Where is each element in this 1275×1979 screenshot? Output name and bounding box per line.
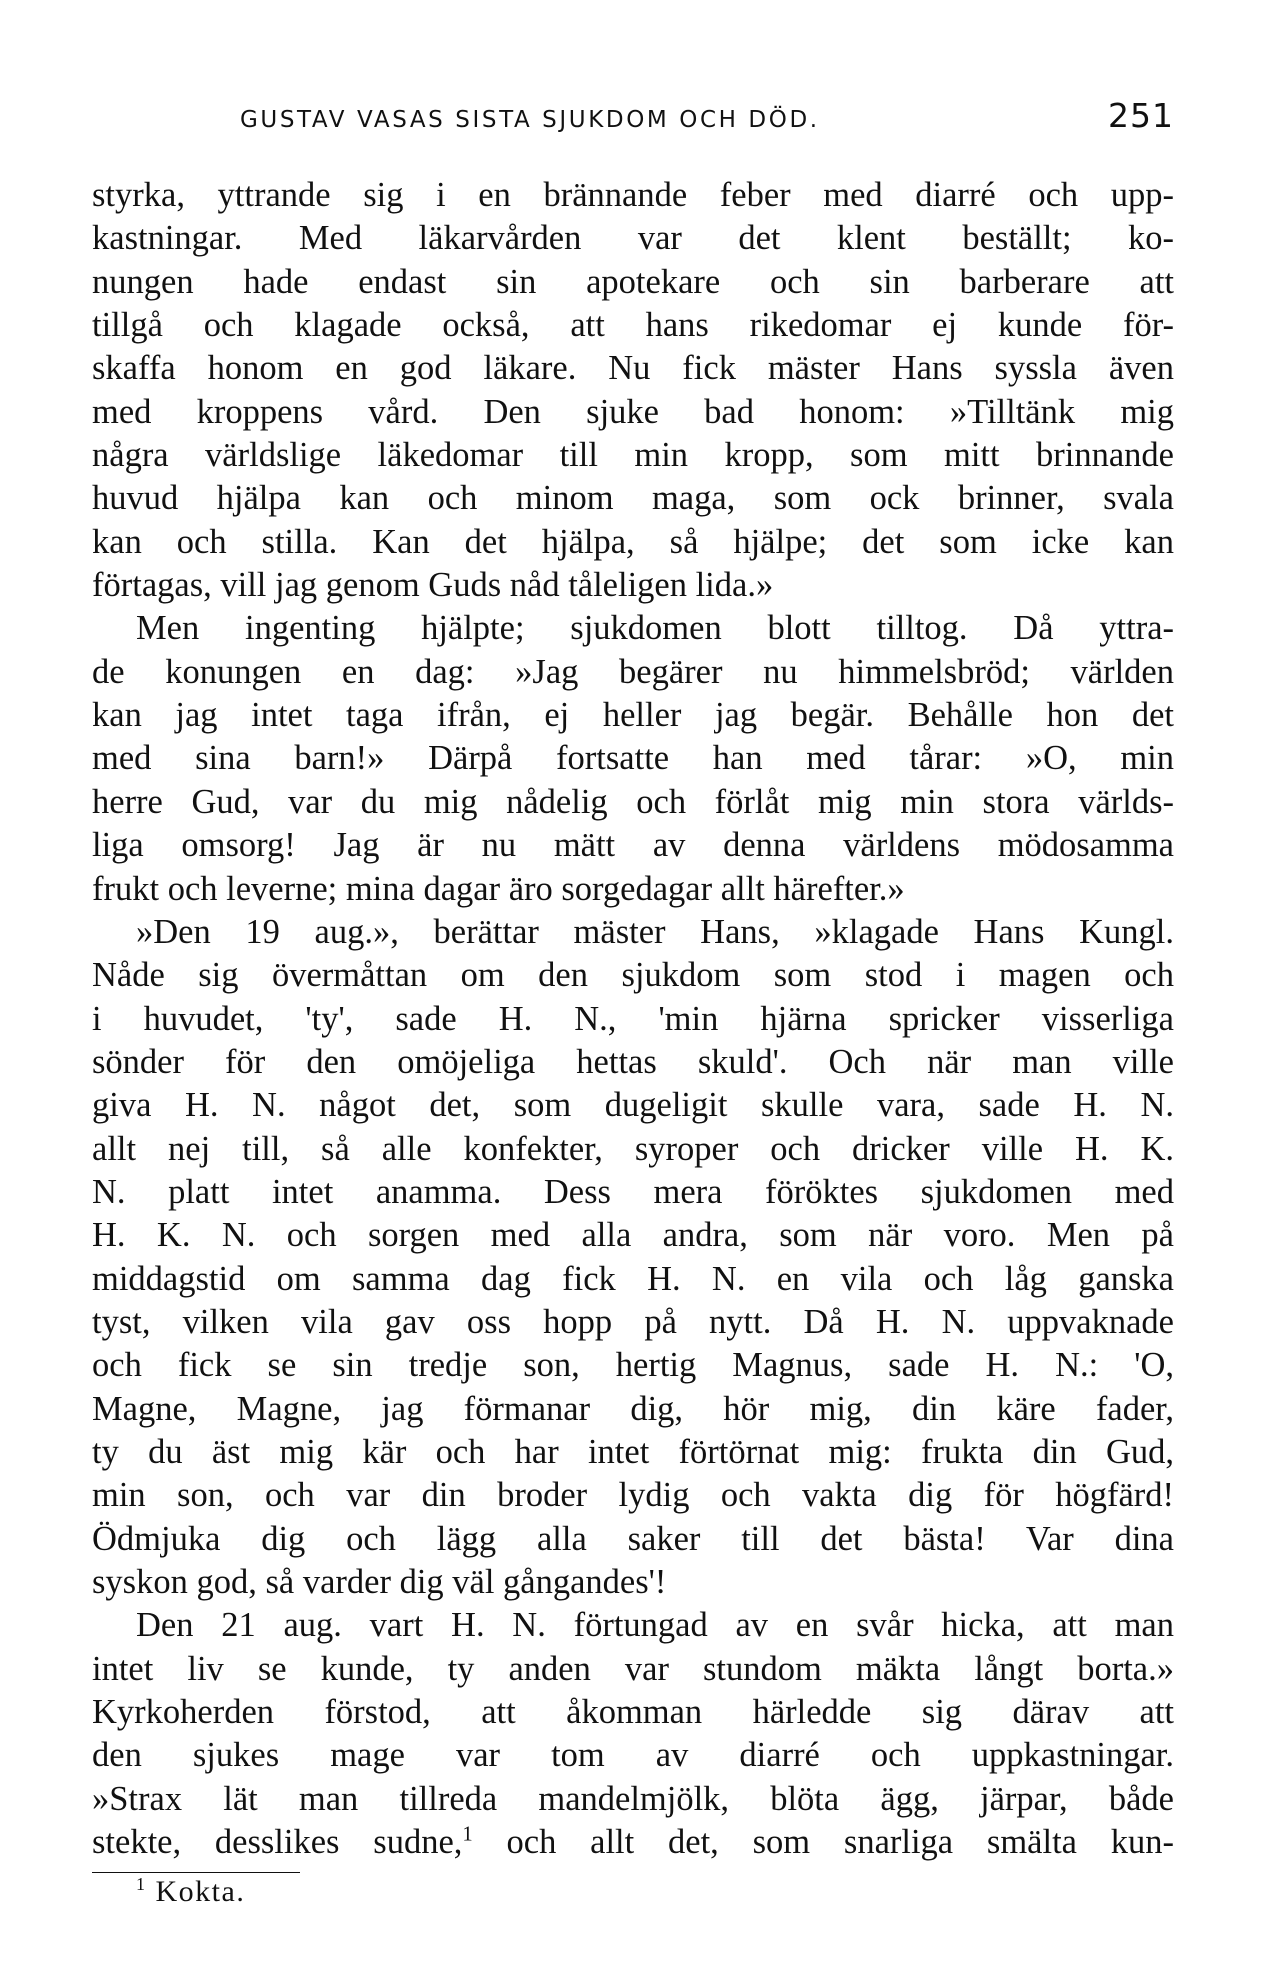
text-line: min son, och var din broder lydig och vakta dig för högfärd!	[92, 1476, 1174, 1515]
text-line: allt nej till, så alle konfekter, syroper och dricker ville H. K.	[92, 1129, 1174, 1168]
text-line: syskon god, så varder dig väl gångandes'!	[92, 1563, 667, 1601]
text-line: kan jag intet taga ifrån, ej heller jag begär. Behålle hon det	[92, 696, 1174, 735]
text-line: kastningar. Med läkarvården var det klent beställt; ko-	[92, 219, 1174, 258]
text-line: tillgå och klagade också, att hans rikedomar ej kunde för-	[92, 306, 1174, 345]
text-line: liga omsorg! Jag är nu mätt av denna världens mödosamma	[92, 826, 1174, 865]
text-line: den sjukes mage var tom av diarré och uppkastningar.	[92, 1736, 1174, 1775]
text-line: Den 21 aug. vart H. N. förtungad av en svår hicka, att man	[136, 1606, 1174, 1645]
running-title: GUSTAV VASAS SISTA SJUKDOM OCH DÖD.	[240, 107, 820, 133]
text-line: H. K. N. och sorgen med alla andra, som när voro. Men på	[92, 1216, 1174, 1255]
text-line: Kyrkoherden förstod, att åkomman härledde sig därav att	[92, 1693, 1174, 1732]
text-line: ty du äst mig kär och har intet förtörnat mig: frukta din Gud,	[92, 1432, 1174, 1471]
text-line: sönder för den omöjeliga hettas skuld'. Och när man ville	[92, 1042, 1174, 1081]
text-line: med kroppens vård. Den sjuke bad honom: »Tilltänk mig	[92, 392, 1174, 431]
text-line: förtagas, vill jag genom Guds nåd tåleligen lida.»	[92, 566, 774, 605]
text-line: herre Gud, var du mig nådelig och förlåt mig min stora världs-	[92, 782, 1174, 821]
text-line-with-footnote	[92, 1821, 1174, 1864]
text-line: Ödmjuka dig och lägg alla saker till det bästa! Var dina	[92, 1519, 1174, 1558]
text-line: nungen hade endast sin apotekare och sin barberare att	[92, 262, 1174, 301]
text-line: några världslige läkedomar till min kropp, som mitt brinnande	[92, 436, 1174, 475]
text-line: skaffa honom en god läkare. Nu fick mäster Hans syssla även	[92, 349, 1174, 388]
text-line: styrka, yttrande sig i en brännande feber med diarré och upp-	[92, 176, 1174, 214]
text-line: Magne, Magne, jag förmanar dig, hör mig, din käre fader,	[92, 1389, 1174, 1428]
text-line: med sina barn!» Därpå fortsatte han med tårar: »O, min	[92, 739, 1174, 778]
text-line: frukt och leverne; mina dagar äro sorgedagar allt härefter.»	[92, 869, 905, 908]
text-line: tyst, vilken vila gav oss hopp på nytt. Då H. N. uppvaknade	[92, 1302, 1174, 1341]
text-line-part: stekte, desslikes sudne,	[92, 1823, 463, 1862]
page-number: 251	[1108, 96, 1174, 135]
footnote-text: Kokta.	[155, 1875, 246, 1909]
text-line: »Den 19 aug.», berättar mäster Hans, »klagade Hans Kungl.	[136, 912, 1174, 951]
footnote	[92, 1873, 1174, 1911]
text-line: giva H. N. något det, som dugeligit skulle vara, sade H. N.	[92, 1086, 1174, 1125]
footnote-reference: 1	[462, 1823, 473, 1846]
text-line: huvud hjälpa kan och minom maga, som ock brinner, svala	[92, 479, 1174, 518]
footnote-marker: 1	[136, 1874, 147, 1895]
running-head	[92, 96, 1174, 148]
text-line: Men ingenting hjälpte; sjukdomen blott tilltog. Då yttra-	[136, 609, 1174, 648]
book-page	[92, 96, 1174, 1911]
text-line: »Strax lät man tillreda mandelmjölk, blöta ägg, järpar, både	[92, 1779, 1174, 1818]
text-line: middagstid om samma dag fick H. N. en vila och låg ganska	[92, 1259, 1174, 1298]
text-line: intet liv se kunde, ty anden var stundom mäkta långt borta.»	[92, 1649, 1174, 1688]
text-line-part: och allt det, som snarliga smälta kun-	[506, 1823, 1174, 1862]
text-line: Nåde sig övermåttan om den sjukdom som stod i magen och	[92, 956, 1174, 995]
text-line: kan och stilla. Kan det hjälpa, så hjälpe; det som icke kan	[92, 522, 1174, 561]
text-line: de konungen en dag: »Jag begärer nu himmelsbröd; världen	[92, 652, 1174, 691]
body-text	[92, 174, 1174, 1864]
text-line: i huvudet, 'ty', sade H. N., 'min hjärna spricker visserliga	[92, 999, 1174, 1038]
text-line: N. platt intet anamma. Dess mera föröktes sjukdomen med	[92, 1172, 1174, 1211]
text-line: och fick se sin tredje son, hertig Magnus, sade H. N.: 'O,	[92, 1346, 1174, 1385]
